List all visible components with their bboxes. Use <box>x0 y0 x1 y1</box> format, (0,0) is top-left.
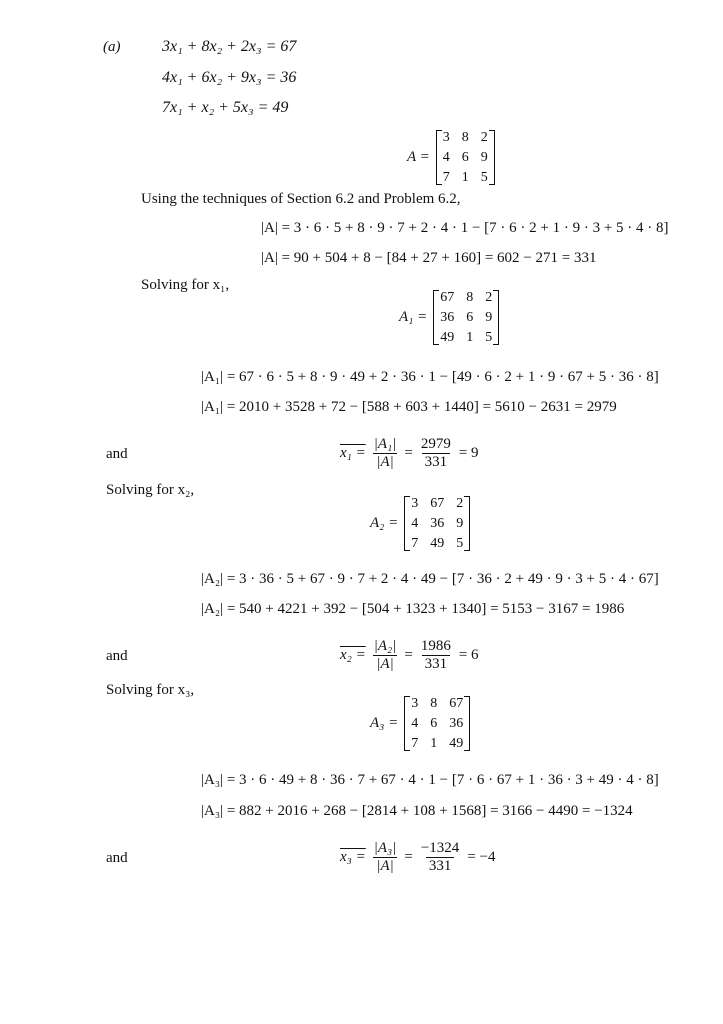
fraction-denominator: |A| <box>373 655 396 673</box>
matrix-cell: 67 <box>440 290 455 305</box>
matrix-a-block <box>407 128 495 187</box>
fraction-numerator: 2979 <box>420 436 451 452</box>
matrix-cell: 9 <box>480 150 488 165</box>
matrix-cell: 6 <box>461 150 469 165</box>
x2-fraction-numeric <box>418 638 454 673</box>
matrix-cell: 4 <box>411 716 419 731</box>
intro-text: Using the techniques of Section 6.2 and Problem 6.2, <box>141 191 461 207</box>
fraction-denominator: |A| <box>373 857 396 875</box>
matrix-cell: 3 <box>442 130 450 145</box>
fraction-denominator: 331 <box>426 857 455 875</box>
equation-1: 3x₁ + 8x₂ + 2x₃ = 67 <box>162 38 297 55</box>
matrix-cell: 67 <box>449 696 464 711</box>
x3-fraction-symbolic <box>371 840 400 875</box>
equals-sign: = <box>404 849 413 865</box>
matrix-a1 <box>433 288 499 347</box>
matrix-cell: 8 <box>466 290 474 305</box>
matrix-cell: 8 <box>430 696 438 711</box>
matrix-cell: 1 <box>466 330 474 345</box>
fraction-denominator: 331 <box>422 453 451 471</box>
matrix-cell: 2 <box>456 496 464 511</box>
equation-3: 7x₁ + x₂ + 5x₃ = 49 <box>162 99 289 116</box>
fraction-denominator: 331 <box>422 655 451 673</box>
matrix-cell: 8 <box>461 130 469 145</box>
x1-result <box>340 436 479 471</box>
matrix-cell: 7 <box>442 170 450 185</box>
matrix-cell: 5 <box>480 170 488 185</box>
and-label-1: and <box>106 446 128 462</box>
matrix-cell: 36 <box>449 716 464 731</box>
matrix-cell: 3 <box>411 696 419 711</box>
fraction-numerator: |A₁| <box>373 436 397 452</box>
matrix-cell: 3 <box>411 496 419 511</box>
det-a2-line-1: |A₂| = 3 · 36 · 5 + 67 · 9 · 7 + 2 · 4 · 49 − [7 · 36 · 2 + 49 · 9 · 3 + 5 · 4 · 67] <box>201 571 659 587</box>
det-a3-line-2: |A₃| = 882 + 2016 + 268 − [2814 + 108 + 1568] = 3166 − 4490 = −1324 <box>201 803 633 819</box>
matrix-cell: 1 <box>430 736 438 751</box>
matrix-a1-block <box>399 288 499 347</box>
x3-fraction-numeric <box>418 840 462 875</box>
matrix-cell: 49 <box>440 330 455 345</box>
solving-x3-text: Solving for x₃, <box>106 682 195 698</box>
x3-lhs: x₃ = <box>340 849 366 865</box>
det-a-line-2: |A| = 90 + 504 + 8 − [84 + 27 + 160] = 602 − 271 = 331 <box>261 250 597 266</box>
fraction-numerator: |A₂| <box>373 638 397 654</box>
matrix-cell: 49 <box>449 736 464 751</box>
x3-result <box>340 840 495 875</box>
det-a-line-1: |A| = 3 · 6 · 5 + 8 · 9 · 7 + 2 · 4 · 1 − [7 · 6 · 2 + 1 · 9 · 3 + 5 · 4 · 8] <box>261 220 669 236</box>
matrix-a2-block <box>370 494 470 553</box>
matrix-cell: 7 <box>411 736 419 751</box>
matrix-cell: 5 <box>456 536 464 551</box>
matrix-cell: 1 <box>461 170 469 185</box>
matrix-cell: 7 <box>411 536 419 551</box>
equals-sign: = <box>404 445 413 461</box>
x2-value: = 6 <box>458 647 479 663</box>
matrix-cell: 67 <box>430 496 445 511</box>
matrix-a3-name: A₃ = <box>370 715 399 731</box>
matrix-a1-name: A₁ = <box>399 309 428 325</box>
fraction-numerator: 1986 <box>420 638 451 654</box>
det-a2-line-2: |A₂| = 540 + 4221 + 392 − [504 + 1323 + 1340] = 5153 − 3167 = 1986 <box>201 601 625 617</box>
x3-value: = −4 <box>467 849 496 865</box>
matrix-cell: 4 <box>411 516 419 531</box>
matrix-a3 <box>404 694 470 753</box>
and-label-3: and <box>106 850 128 866</box>
x1-fraction-symbolic <box>371 436 400 471</box>
matrix-cell: 36 <box>440 310 455 325</box>
equation-2: 4x₁ + 6x₂ + 9x₃ = 36 <box>162 69 297 86</box>
det-a1-line-1: |A₁| = 67 · 6 · 5 + 8 · 9 · 49 + 2 · 36 · 1 − [49 · 6 · 2 + 1 · 9 · 67 + 5 · 36 · 8] <box>201 369 659 385</box>
x1-value: = 9 <box>458 445 479 461</box>
matrix-a2-name: A₂ = <box>370 515 399 531</box>
matrix-cell: 2 <box>480 130 488 145</box>
matrix-cell: 9 <box>485 310 493 325</box>
matrix-cell: 6 <box>466 310 474 325</box>
part-label: (a) <box>103 39 121 55</box>
matrix-cell: 5 <box>485 330 493 345</box>
matrix-cell: 9 <box>456 516 464 531</box>
x2-lhs: x₂ = <box>340 647 366 663</box>
x1-fraction-numeric <box>418 436 454 471</box>
solving-x2-text: Solving for x₂, <box>106 482 195 498</box>
matrix-a3-block <box>370 694 470 753</box>
x2-result <box>340 638 479 673</box>
fraction-numerator: |A₃| <box>373 840 397 856</box>
matrix-cell: 2 <box>485 290 493 305</box>
det-a1-line-2: |A₁| = 2010 + 3528 + 72 − [588 + 603 + 1440] = 5610 − 2631 = 2979 <box>201 399 617 415</box>
matrix-a <box>436 128 495 187</box>
matrix-cell: 49 <box>430 536 445 551</box>
matrix-cell: 36 <box>430 516 445 531</box>
equals-sign: = <box>404 647 413 663</box>
fraction-numerator: −1324 <box>420 840 460 856</box>
x1-lhs: x₁ = <box>340 445 366 461</box>
matrix-a-name: A = <box>407 149 430 165</box>
det-a3-line-1: |A₃| = 3 · 6 · 49 + 8 · 36 · 7 + 67 · 4 · 1 − [7 · 6 · 67 + 1 · 36 · 3 + 49 · 4 · 8] <box>201 772 659 788</box>
fraction-denominator: |A| <box>373 453 396 471</box>
solving-x1-text: Solving for x₁, <box>141 277 230 293</box>
matrix-a2 <box>404 494 470 553</box>
matrix-cell: 4 <box>442 150 450 165</box>
and-label-2: and <box>106 648 128 664</box>
x2-fraction-symbolic <box>371 638 400 673</box>
matrix-cell: 6 <box>430 716 438 731</box>
